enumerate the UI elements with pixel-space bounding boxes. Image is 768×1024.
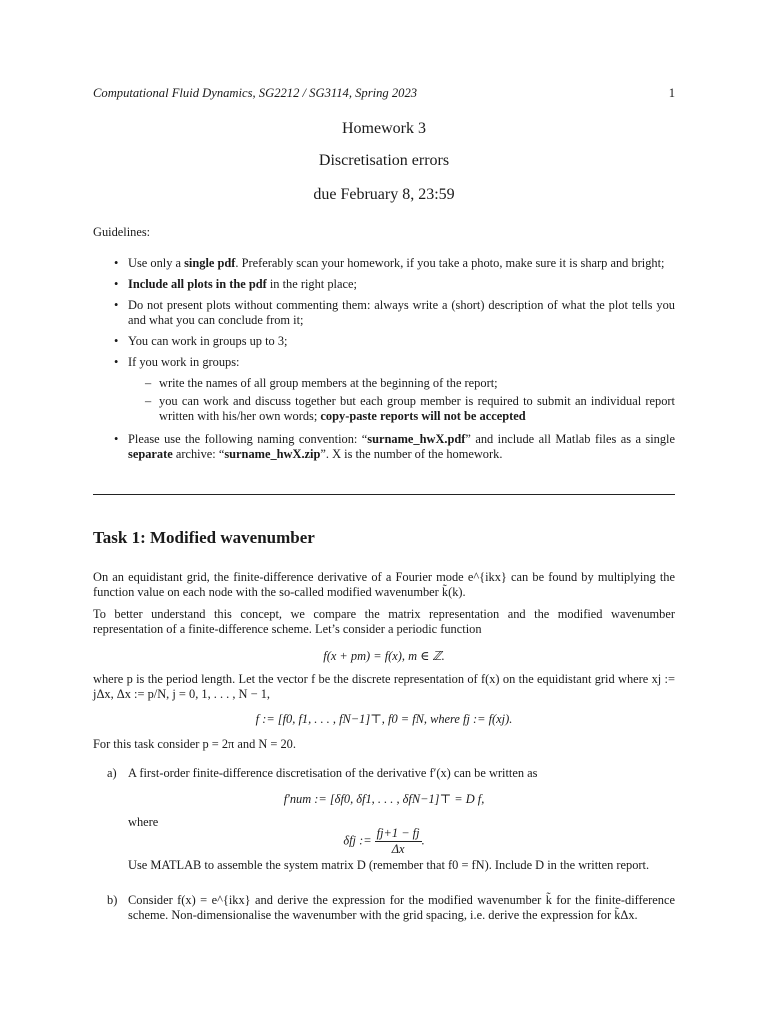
list-item: – you can work and discuss together but each group member is required to submit an individual report written with his/her own words; copy-paste reports will not be accepted — [128, 394, 675, 424]
list-item: • You can work in groups up to 3; — [93, 334, 675, 349]
list-item: • Please use the following naming convention: “surname_hwX.pdf” and include all Matlab files as a single separate archive: “surname_hwX.zip”. X is the number of the homework. — [93, 432, 675, 462]
page-number: 1 — [668, 86, 675, 100]
equation-derivative: f′num := [δf0, δf1, . . . , δfN−1]⊤ = D f, — [283, 792, 485, 806]
subtask-text: A first-order finite-difference discretisation of the derivative f′(x) can be written as — [128, 766, 538, 780]
where-label: where — [128, 815, 159, 829]
equation-vector: f := [f0, f1, . . . , fN−1]⊤, f0 = fN, where fj := f(xj). — [255, 712, 513, 726]
task-heading: Task 1: Modified wavenumber — [93, 528, 315, 547]
list-item: • Do not present plots without commenting them: always write a (short) description of what the plot tells you and what you can conclude from it; — [93, 298, 675, 328]
subtask-label: a) — [107, 766, 117, 780]
paragraph: To better understand this concept, we compare the matrix representation and the modified wavenumber representation of a finite-difference scheme. Let’s consider a periodic function — [93, 607, 675, 636]
fraction: $\frac{fj+1 - fj}{\Delta x}$ — [376, 826, 420, 856]
section-divider — [93, 494, 675, 495]
paragraph: On an equidistant grid, the finite-difference derivative of a Fourier mode e^{ikx} can be found by multiplying the function value on each node with the so-called modified wavenumber k̃(k). — [93, 570, 675, 599]
list-item: – write the names of all group members at the beginning of the report; — [128, 376, 675, 391]
group-sublist — [128, 376, 675, 424]
homework-subtitle: Discretisation errors — [318, 152, 450, 169]
guidelines-heading: Guidelines: — [93, 225, 151, 239]
list-item: • Use only a single pdf. Preferably scan your homework, if you take a photo, make sure it is sharp and bright; — [93, 256, 675, 271]
paragraph: For this task consider p = 2π and N = 20. — [93, 737, 296, 751]
subtask-a — [93, 766, 675, 781]
guidelines-list — [93, 256, 675, 468]
subtask-text: Use MATLAB to assemble the system matrix D (remember that f0 = fN). Include D in the written report. — [128, 858, 650, 872]
course-title: Computational Fluid Dynamics, SG2212 / SG3114, Spring 2023 — [93, 86, 418, 100]
homework-title: Homework 3 — [342, 120, 426, 137]
equation-forward-difference: δfj := $\frac{fj+1 - fj}{\Delta x}$ . — [343, 826, 425, 856]
equation-periodic: f(x + pm) = f(x), m ∈ ℤ. — [323, 649, 445, 663]
subtask-label: b) — [107, 893, 118, 907]
subtask-b — [93, 893, 675, 923]
running-header — [93, 86, 675, 101]
paragraph: where p is the period length. Let the vector f be the discrete representation of f(x) on the equidistant grid where xj := jΔx, Δx := p/N, j = 0, 1, . . . , N − 1, — [93, 672, 675, 701]
due-date: due February 8, 23:59 — [313, 186, 455, 203]
list-item: • If you work in groups: – write the names of all group members at the beginning of the report; – you can work and discuss together but each group member is required to submit an individual report written with his/her own words; copy-paste reports will not be accepted — [93, 355, 675, 424]
list-item: • Include all plots in the pdf in the right place; — [93, 277, 675, 292]
subtask-text: Consider f(x) = e^{ikx} and derive the expression for the modified wavenumber k̃ for the finite-difference scheme. Non-dimensionalise the wavenumber with the grid spacing, i.e. derive the expression for k̃Δx. — [128, 893, 675, 922]
